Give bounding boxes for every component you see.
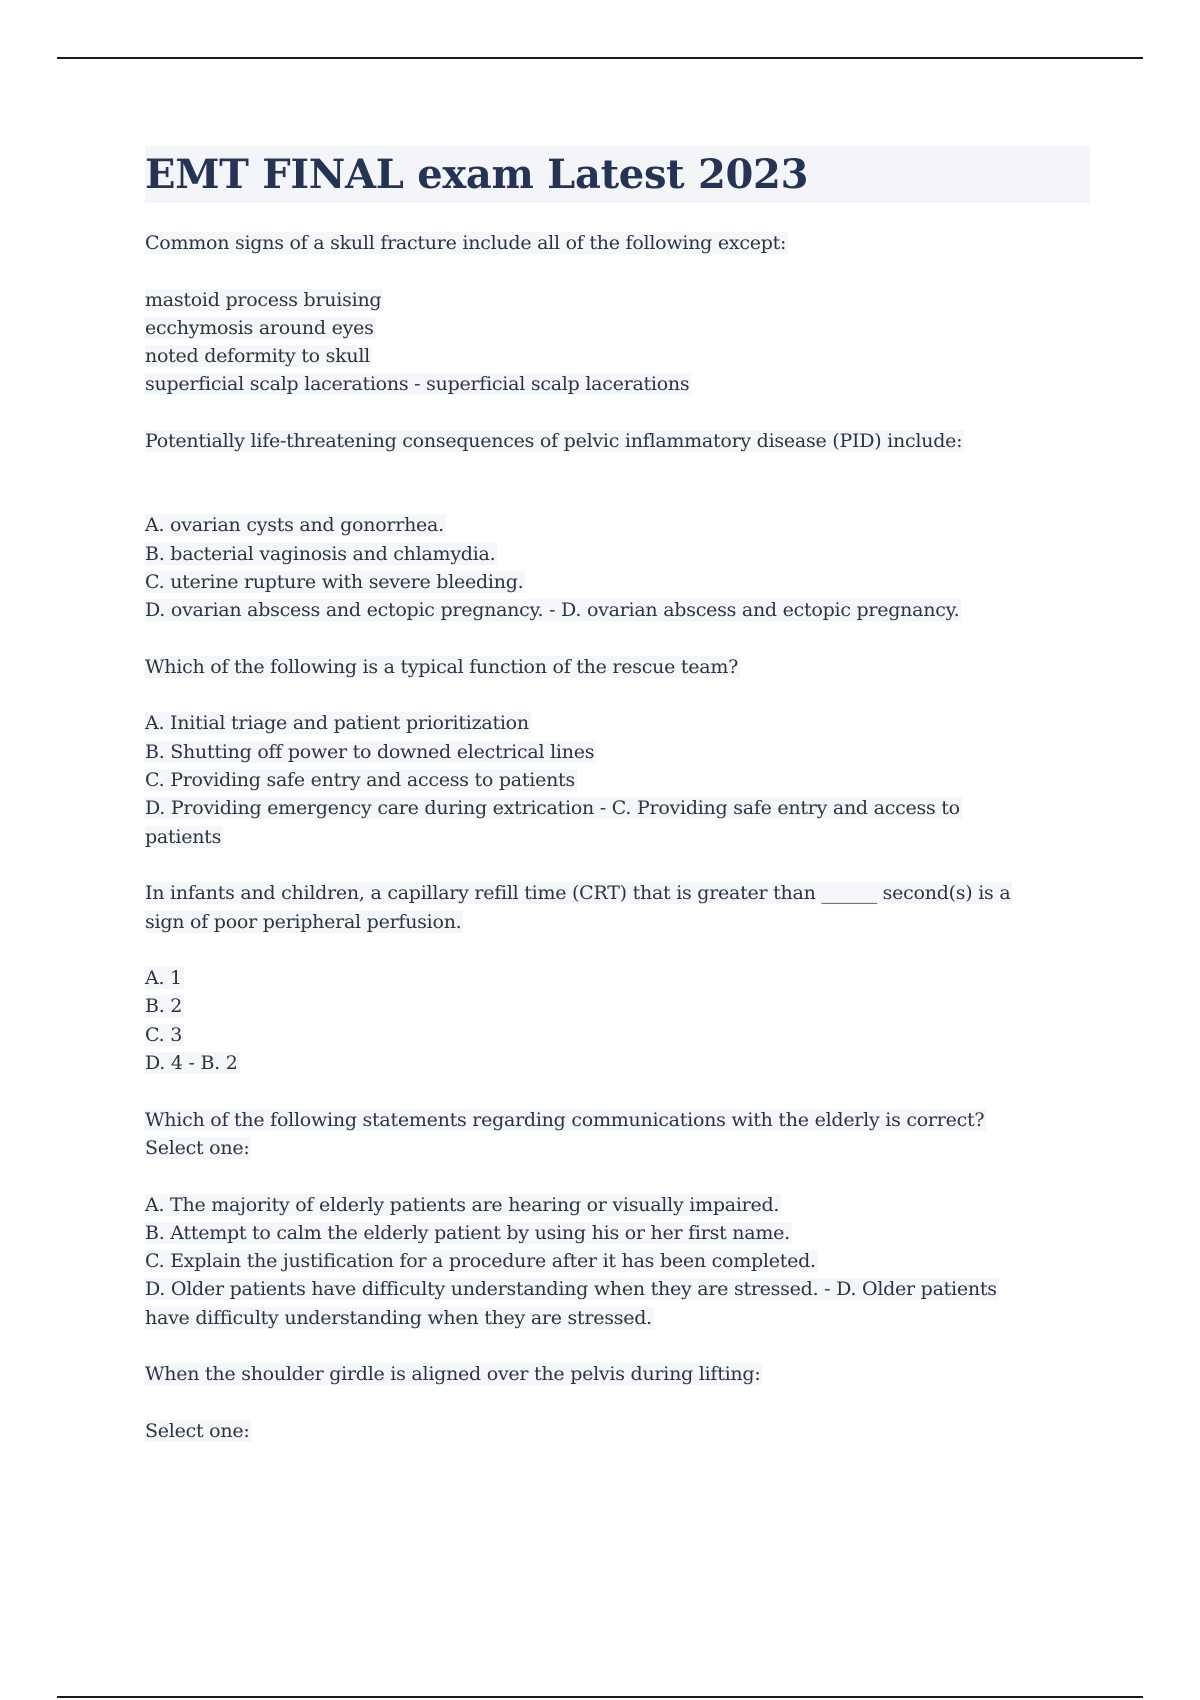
- option-line: noted deformity to skull: [145, 345, 370, 368]
- question-text: Potentially life-threatening consequences of pelvic inflammatory disease (PID) include:: [145, 430, 963, 453]
- question-6: [145, 1360, 1090, 1445]
- option-line: B. bacterial vaginosis and chlamydia.: [145, 542, 496, 565]
- select-one-label: Select one:: [145, 1419, 250, 1442]
- question-3: [145, 653, 1090, 851]
- option-line: B. Attempt to calm the elderly patient by using his or her first name.: [145, 1221, 790, 1244]
- option-line: C. Explain the justification for a procedure after it has been completed.: [145, 1250, 816, 1273]
- option-line-answer-cont: have difficulty understanding when they are stressed.: [145, 1306, 652, 1329]
- option-line-answer: D. ovarian abscess and ectopic pregnancy. - D. ovarian abscess and ectopic pregnancy.: [145, 599, 960, 622]
- top-rule: [57, 57, 1143, 59]
- option-line: A. 1: [145, 967, 182, 990]
- question-2: [145, 427, 1090, 624]
- option-line: B. 2: [145, 995, 183, 1018]
- option-line-answer: D. Older patients have difficulty understanding when they are stressed. - D. Older patients: [145, 1278, 997, 1301]
- question-text: Common signs of a skull fracture include all of the following except:: [145, 232, 787, 254]
- question-text: In infants and children, a capillary refill time (CRT) that is greater than ______ second(s) is a: [145, 882, 1011, 905]
- option-line: B. Shutting off power to downed electrical lines: [145, 740, 595, 763]
- question-5: [145, 1106, 1090, 1332]
- question-text-cont: sign of poor peripheral perfusion.: [145, 910, 462, 933]
- option-line: C. 3: [145, 1023, 183, 1046]
- option-line: C. uterine rupture with severe bleeding.: [145, 570, 524, 593]
- title-band: [145, 146, 1090, 203]
- option-line-answer: D. Providing emergency care during extrication - C. Providing safe entry and access to: [145, 797, 960, 820]
- question-text-cont: Select one:: [145, 1136, 250, 1159]
- question-text: Which of the following is a typical function of the rescue team?: [145, 655, 739, 678]
- question-4: [145, 879, 1090, 1077]
- document-title: EMT FINAL exam Latest 2023: [145, 150, 809, 198]
- option-line-answer: superficial scalp lacerations - superficial scalp lacerations: [145, 373, 690, 396]
- option-line: A. The majority of elderly patients are hearing or visually impaired.: [145, 1193, 780, 1216]
- question-1: [145, 229, 1090, 399]
- option-line-answer-cont: patients: [145, 825, 222, 848]
- option-line: A. ovarian cysts and gonorrhea.: [145, 514, 444, 537]
- option-line: C. Providing safe entry and access to patients: [145, 769, 575, 792]
- document-body: [145, 146, 1090, 1445]
- question-text: Which of the following statements regarding communications with the elderly is correct?: [145, 1108, 985, 1131]
- option-line: mastoid process bruising: [145, 288, 382, 311]
- option-line: ecchymosis around eyes: [145, 316, 374, 339]
- bottom-rule: [57, 1696, 1143, 1698]
- question-text: When the shoulder girdle is aligned over the pelvis during lifting:: [145, 1363, 761, 1386]
- option-line-answer: D. 4 - B. 2: [145, 1052, 238, 1075]
- option-line: A. Initial triage and patient prioritization: [145, 712, 529, 735]
